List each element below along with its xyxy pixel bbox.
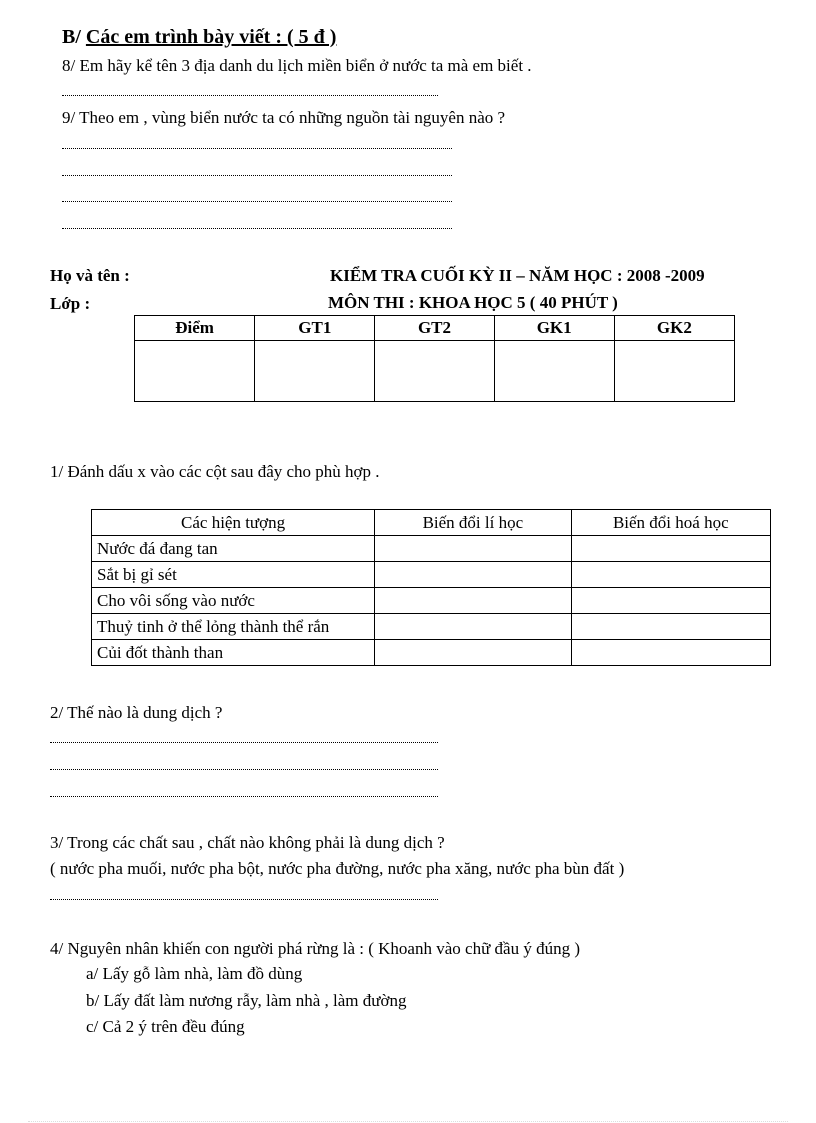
section-b-heading — [62, 26, 336, 49]
answer-line[interactable] — [50, 769, 438, 770]
col-header-phenomena: Các hiện tượng — [92, 510, 375, 536]
exam-subject: MÔN THI : KHOA HỌC 5 ( 40 PHÚT ) — [328, 293, 618, 312]
phenomenon-label: Thuỷ tinh ở thể lỏng thành thể rắn — [92, 614, 375, 640]
answer-line[interactable] — [62, 148, 452, 149]
score-header-gk2: GK2 — [614, 316, 734, 341]
score-header-diem: Điểm — [135, 316, 255, 341]
section-b-prefix: B/ — [62, 26, 81, 48]
score-header-gk1: GK1 — [494, 316, 614, 341]
table-row — [92, 536, 771, 562]
phenomenon-label: Nước đá đang tan — [92, 536, 375, 562]
chemical-cell[interactable] — [571, 614, 770, 640]
score-cell[interactable] — [494, 341, 614, 402]
question-9: 9/ Theo em , vùng biển nước ta có những nguồn tài nguyên nào ? — [62, 108, 506, 127]
name-label: Họ và tên : — [50, 266, 130, 285]
question-8: 8/ Em hãy kể tên 3 địa danh du lịch miền biển ở nước ta mà em biết . — [62, 56, 532, 75]
chemical-cell[interactable] — [571, 640, 770, 666]
answer-option-a[interactable]: a/ Lấy gỗ làm nhà, làm đồ dùng — [86, 964, 303, 983]
question-1: 1/ Đánh dấu x vào các cột sau đây cho phù hợp . — [50, 462, 380, 481]
answer-line[interactable] — [62, 175, 452, 176]
score-header-gt2: GT2 — [375, 316, 494, 341]
physical-cell[interactable] — [375, 614, 571, 640]
col-header-chemical: Biến đổi hoá học — [571, 510, 770, 536]
col-header-physical: Biến đổi lí học — [375, 510, 571, 536]
answer-line[interactable] — [50, 899, 438, 900]
answer-line[interactable] — [62, 228, 452, 229]
physical-cell[interactable] — [375, 588, 571, 614]
chemical-cell[interactable] — [571, 536, 770, 562]
score-cell[interactable] — [614, 341, 734, 402]
phenomenon-label: Sắt bị gỉ sét — [92, 562, 375, 588]
question-3: 3/ Trong các chất sau , chất nào không phải là dung dịch ? — [50, 833, 445, 852]
table-row — [92, 588, 771, 614]
answer-line[interactable] — [62, 201, 452, 202]
class-label: Lớp : — [50, 294, 91, 313]
table-row — [92, 562, 771, 588]
physical-cell[interactable] — [375, 536, 571, 562]
answer-option-b[interactable]: b/ Lấy đất làm nương rẫy, làm nhà , làm đường — [86, 991, 407, 1010]
phenomenon-label: Cho vôi sống vào nước — [92, 588, 375, 614]
phenomenon-label: Củi đốt thành than — [92, 640, 375, 666]
table-row — [92, 640, 771, 666]
question-3-options: ( nước pha muối, nước pha bột, nước pha đường, nước pha xăng, nước pha bùn đất ) — [50, 859, 625, 878]
section-b-title: Các em trình bày viết : ( 5 đ ) — [85, 26, 337, 48]
chemical-cell[interactable] — [571, 588, 770, 614]
question-4: 4/ Nguyên nhân khiến con người phá rừng là : ( Khoanh vào chữ đầu ý đúng ) — [50, 939, 580, 958]
phenomena-table — [91, 509, 771, 666]
physical-cell[interactable] — [375, 562, 571, 588]
answer-option-c[interactable]: c/ Cả 2 ý trên đều đúng — [86, 1017, 245, 1036]
answer-line[interactable] — [62, 95, 438, 96]
chemical-cell[interactable] — [571, 562, 770, 588]
answer-line[interactable] — [50, 796, 438, 797]
physical-cell[interactable] — [375, 640, 571, 666]
score-cell[interactable] — [135, 341, 255, 402]
table-row — [92, 614, 771, 640]
question-2: 2/ Thế nào là dung dịch ? — [50, 703, 223, 722]
score-cell[interactable] — [255, 341, 375, 402]
page-bottom-divider — [28, 1121, 788, 1122]
exam-title: KIỂM TRA CUỐI KỲ II – NĂM HỌC : 2008 -2009 — [330, 266, 705, 285]
score-header-gt1: GT1 — [255, 316, 375, 341]
answer-line[interactable] — [50, 742, 438, 743]
score-cell[interactable] — [375, 341, 494, 402]
score-table — [134, 315, 735, 402]
